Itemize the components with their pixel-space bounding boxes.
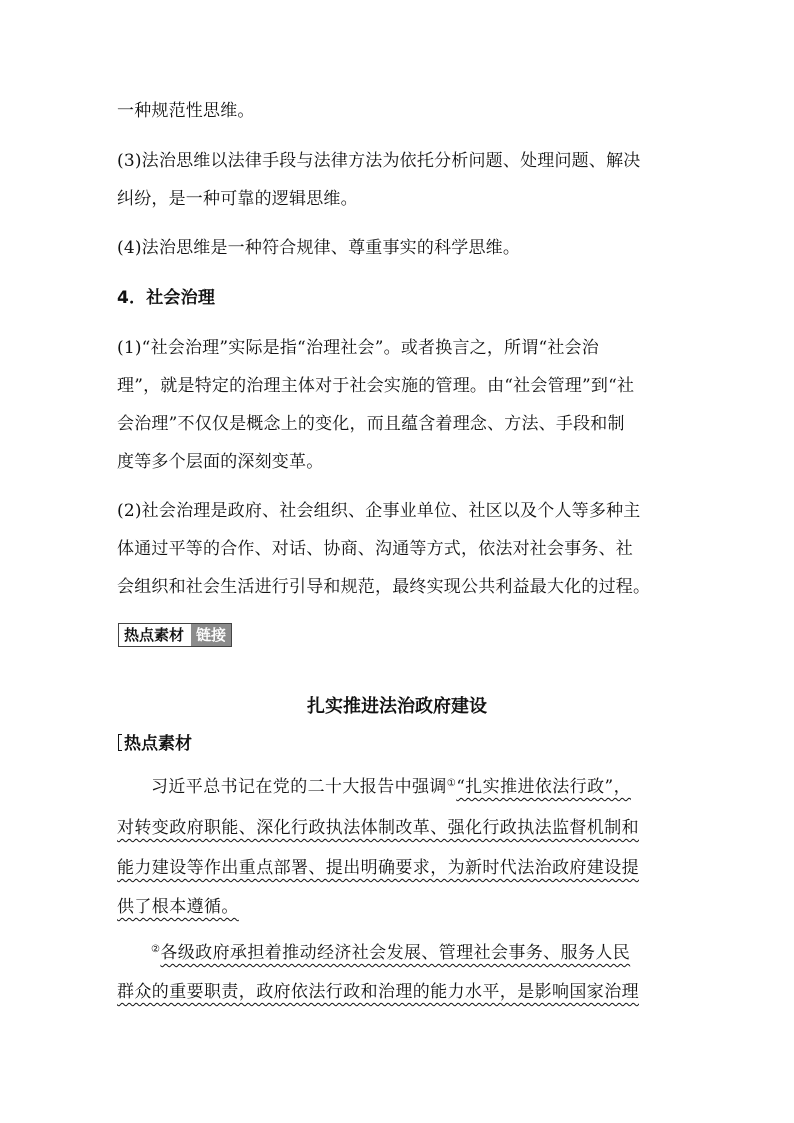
paragraph-line: 一种规范性思维。 xyxy=(117,101,255,121)
footnote-marker: ② xyxy=(151,944,161,955)
article-paragraph-line xyxy=(117,934,681,972)
section-heading: 4．社会治理 xyxy=(117,288,216,308)
paragraph-line: (3)法治思维以法律手段与法律方法为依托分析问题、处理问题、解决 xyxy=(117,151,641,171)
paragraph-line: (2)社会治理是政府、社会组织、企事业单位、社区以及个人等多种主 xyxy=(117,501,641,521)
footnote-marker: ① xyxy=(446,778,457,789)
paragraph-line: 理”，就是特定的治理主体对于社会实施的管理。由“社会管理”到“社 xyxy=(117,376,635,396)
underlined-article-text: 各级政府承担着推动经济社会发展、管理社会事务、服务人民 xyxy=(160,943,631,963)
underlined-article-line: 群众的重要职责，政府依法行政和治理的能力水平，是影响国家治理 xyxy=(117,982,639,1002)
hot-material-link-tag xyxy=(118,623,232,647)
bracket-icon xyxy=(118,734,122,751)
underlined-quote: “扎实推进依法行政”， xyxy=(456,777,631,797)
underlined-article-line: 对转变政府职能、深化行政执法体制改革、强化行政执法监督机制和 xyxy=(117,818,639,838)
article-text: 习近平总书记在党的二十大报告中强调 xyxy=(151,777,447,797)
link-tag-label: 链接 xyxy=(191,624,231,646)
underlined-article-line: 能力建设等作出重点部署、提出明确要求，为新时代法治政府建设提 xyxy=(117,858,639,878)
paragraph-line: (1)“社会治理”实际是指“治理社会”。或者换言之，所谓“社会治 xyxy=(117,338,599,358)
hot-material-tag-label: 热点素材 xyxy=(119,624,191,646)
paragraph-line: 会治理”不仅仅是概念上的变化，而且蕴含着理念、方法、手段和制 xyxy=(117,414,625,434)
article-paragraph-line xyxy=(117,768,681,806)
paragraph-line: 体通过平等的合作、对话、协商、沟通等方式，依法对社会事务、社 xyxy=(117,539,633,559)
underlined-article-line: 供了根本遵循。 xyxy=(117,897,239,917)
paragraph-line: 纠纷，是一种可靠的逻辑思维。 xyxy=(117,189,358,209)
hot-material-heading xyxy=(118,732,192,756)
article-title: 扎实推进法治政府建设 xyxy=(307,696,487,718)
paragraph-line: 度等多个层面的深刻变革。 xyxy=(117,452,324,472)
paragraph-line: (4)法治思维是一种符合规律、尊重事实的科学思维。 xyxy=(117,238,521,258)
hot-material-heading-label: 热点素材 xyxy=(124,734,192,754)
paragraph-line: 会组织和社会生活进行引导和规范，最终实现公共利益最大化的过程。 xyxy=(117,577,651,597)
